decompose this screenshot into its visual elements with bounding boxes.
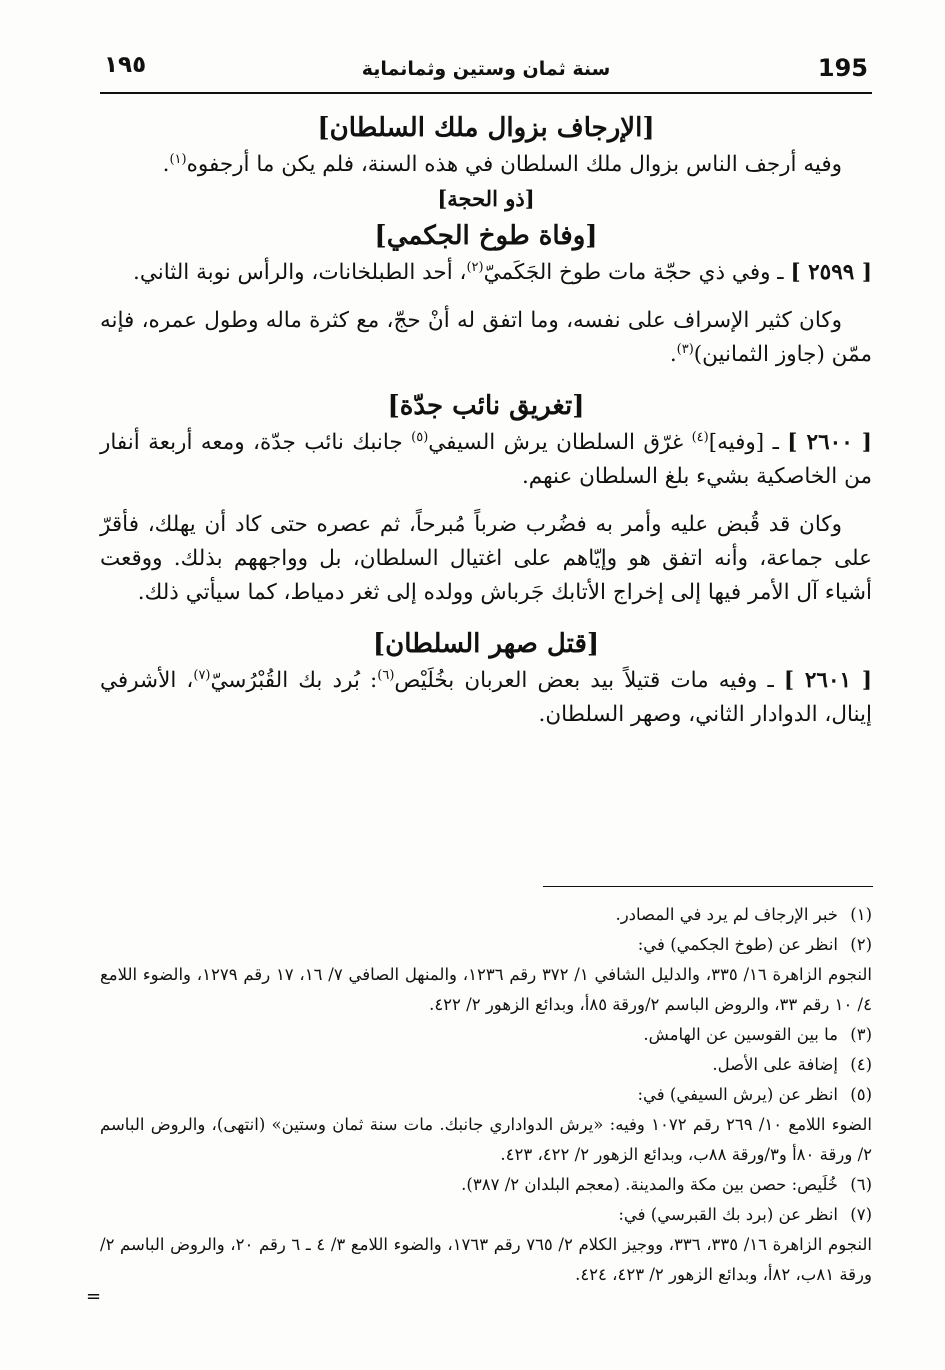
margin-mark: = bbox=[86, 1286, 102, 1307]
footnote-item: (٦) خُلَيص: حصن بين مكة والمدينة. (معجم البلدان ٢/ ٣٨٧). bbox=[461, 1175, 872, 1194]
running-title: سنة ثمان وستين وثمانماية bbox=[361, 58, 611, 80]
section-title-irjaf: [الإرجاف بزوال ملك السلطان] bbox=[317, 113, 655, 143]
footnote-ref: (٢) bbox=[466, 259, 484, 275]
page-number-arabic: ١٩٥ bbox=[104, 52, 147, 78]
paragraph-jidda-detail: وكان قد قُبض عليه وأمر به فضُرب ضرباً مُبرحاً، ثم عصره حتى كاد أن يهلك، فأقرّ على جماعة، وأنه اتفق هو وإيّاهم على اغتيال السلطان، بل وواجههم بذلك. ووقعت أشياء آل الأمر فيها إلى إخراج الأتابك جَرباش وولده إلى ثغر دمياط، كما سيأتي ذلك. bbox=[100, 512, 872, 605]
entry-number: [ ٢٦٠٠ ] bbox=[787, 430, 872, 455]
entry-2600: [ ٢٦٠٠ ] ـ [وفيه]$^{(٤)}$ غرّق السلطان يرش السيفي$^{(٥)}$ جانبك نائب جدّة، ومعه أربعة أنفار من الخاصكية بشيء بلغ السلطان عنهم. bbox=[100, 429, 872, 489]
section-title-tukh: [وفاة طوخ الجكمي] bbox=[374, 221, 598, 251]
footnote-item: (٤) إضافة على الأصل. bbox=[712, 1055, 872, 1074]
entry-2601: [ ٢٦٠١ ] ـ وفيه مات قتيلاً بيد بعض العربان بخُلَيْص$^{(٦)}$: بُرد بك القُبْرُسيّ$^{(٧)}$، الأشرفي إينال، الدوادار الثاني، وصهر السلطان. bbox=[100, 667, 872, 727]
main-text bbox=[100, 108, 872, 746]
footnote-ref: (٦) bbox=[377, 667, 395, 683]
footnote-item: (٢) انظر عن (طوخ الجكمي) في: bbox=[637, 935, 872, 954]
footnote-item: (٣) ما بين القوسين عن الهامش. bbox=[643, 1025, 872, 1044]
footnote-divider bbox=[543, 886, 873, 887]
section-title-jidda: [تغريق نائب جدّة] bbox=[387, 391, 585, 421]
footnote-continuation: النجوم الزاهرة ١٦/ ٣٣٥، والدليل الشافي ١/ ٣٧٢ رقم ١٢٣٦، والمنهل الصافي ٧/ ١٦، ١٧ رقم ١٢٧٩، والضوء اللامع ٤/ ١٠ رقم ٣٣، والروض الباسم ٢/ورقة ٨٥أ، وبدائع الزهور ٢/ ٤٢٢. bbox=[100, 965, 873, 1014]
entry-number: [ ٢٦٠١ ] bbox=[783, 668, 872, 693]
entry-2599: [ ٢٥٩٩ ] ـ وفي ذي حجّة مات طوخ الجَكَميّ$^{(٢)}$، أحد الطبلخانات، والرأس نوبة الثاني. bbox=[132, 259, 872, 285]
month-title: [ذو الحجة] bbox=[437, 186, 535, 211]
footnote-item: (٧) انظر عن (برد بك القبرسي) في: bbox=[618, 1205, 872, 1224]
entry-number: [ ٢٥٩٩ ] bbox=[790, 260, 872, 285]
footnote-continuation: النجوم الزاهرة ١٦/ ٣٣٥، ٣٣٦، ووجيز الكلام ٢/ ٧٦٥ رقم ١٧٦٣، والضوء اللامع ٣/ ٤ ـ ٦ رقم ٢٠، والروض الباسم ٢/ورقة ٨١ب، ٨٢أ، وبدائع الزهور ٢/ ٤٢٣، ٤٢٤. bbox=[100, 1235, 872, 1284]
footnote-ref: (٣) bbox=[676, 341, 694, 357]
footnote-item: (١) خبر الإرجاف لم يرد في المصادر. bbox=[615, 905, 872, 924]
footnote-continuation: الضوء اللامع ١٠/ ٢٦٩ رقم ١٠٧٢ وفيه: «يرش الدواداري جانبك. مات سنة ثمان وستين» (انتهى)، والروض الباسم ٢/ ورقة ٨٠أ و٣/ورقة ٨٨ب، وبدائع الزهور ٢/ ٤٢٢، ٤٢٣. bbox=[100, 1115, 872, 1164]
footnote-ref: (١) bbox=[169, 151, 187, 167]
footnote-ref: (٥) bbox=[411, 429, 429, 445]
section-title-sihr: [قتل صهر السلطان] bbox=[372, 629, 600, 659]
paragraph-tukh-life: وكان كثير الإسراف على نفسه، وما اتفق له أنْ حجّ، مع كثرة ماله وطول عمره، فإنه ممّن (جاوز الثمانين)$^{(٣)}$. bbox=[100, 308, 872, 367]
footnotes bbox=[100, 900, 872, 1290]
footnote-ref: (٧) bbox=[193, 667, 211, 683]
footnote-ref: (٤) bbox=[691, 429, 709, 445]
paragraph-irjaf: وفيه أرجف الناس بزوال ملك السلطان في هذه السنة، فلم يكن ما أرجفوه$^{(١)}$. bbox=[162, 151, 842, 177]
footnote-item: (٥) انظر عن (يرش السيفي) في: bbox=[637, 1085, 872, 1104]
page-header bbox=[100, 46, 872, 94]
page-number-latin: 195 bbox=[817, 54, 868, 82]
